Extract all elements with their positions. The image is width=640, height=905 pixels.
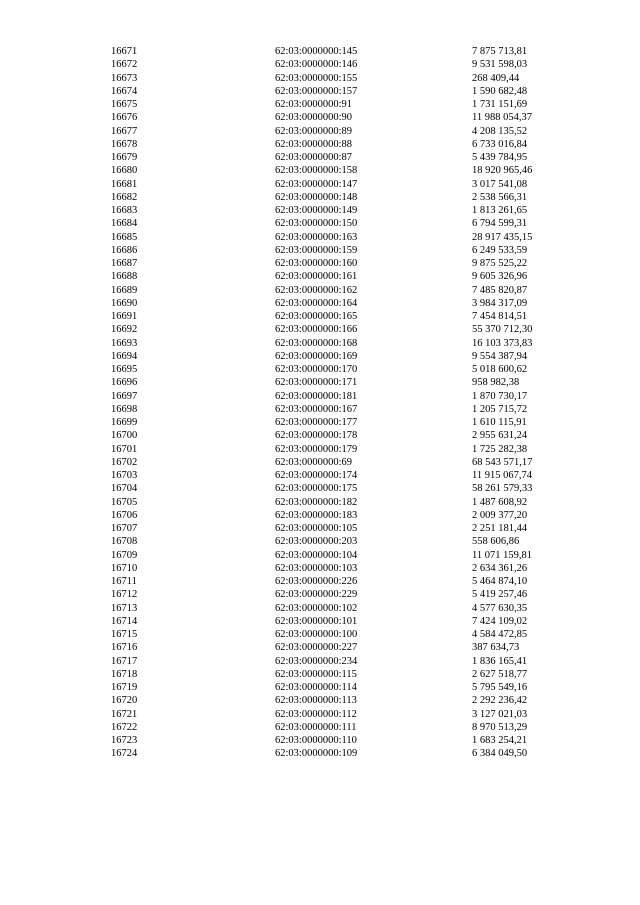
cadastral-value: 9 605 326,96 [472, 271, 528, 283]
table-row [0, 721, 640, 734]
table-row [0, 549, 640, 562]
cadastral-value: 7 875 713,81 [472, 46, 528, 57]
table-row [0, 363, 640, 376]
cadastral-number: 62:03:0000000:147 [275, 178, 358, 190]
cadastral-value: 5 464 874,10 [472, 576, 528, 587]
row-number: 16705 [111, 496, 138, 508]
cadastral-number: 62:03:0000000:102 [275, 602, 358, 614]
cadastral-number: 62:03:0000000:164 [275, 297, 358, 309]
cadastral-number: 62:03:0000000:149 [275, 205, 358, 216]
row-number: 16695 [111, 364, 138, 375]
cadastral-number: 62:03:0000000:174 [275, 470, 358, 481]
table-row [0, 668, 640, 681]
cadastral-number: 62:03:0000000:112 [275, 708, 357, 720]
row-number: 16687 [111, 258, 138, 269]
table-row [0, 456, 640, 469]
table-row [0, 708, 640, 721]
cadastral-value: 28 917 435,15 [472, 231, 533, 243]
table-row [0, 628, 640, 641]
cadastral-number: 62:03:0000000:178 [275, 430, 358, 442]
table-row [0, 231, 640, 244]
row-number: 16698 [111, 403, 138, 415]
table-row [0, 403, 640, 416]
cadastral-value: 11 071 159,81 [472, 549, 532, 561]
cadastral-number: 62:03:0000000:109 [275, 748, 358, 760]
cadastral-number: 62:03:0000000:170 [275, 364, 358, 375]
row-number: 16693 [111, 337, 138, 349]
table-row [0, 178, 640, 191]
cadastral-value: 1 590 682,48 [472, 85, 528, 97]
cadastral-value: 1 870 730,17 [472, 390, 528, 402]
row-number: 16676 [111, 112, 138, 124]
table-row [0, 72, 640, 85]
cadastral-number: 62:03:0000000:104 [275, 549, 358, 561]
row-number: 16715 [111, 629, 138, 640]
cadastral-number: 62:03:0000000:165 [275, 311, 358, 322]
table-row [0, 602, 640, 615]
cadastral-value: 6 733 016,84 [472, 138, 528, 150]
row-number: 16719 [111, 682, 138, 693]
cadastral-number: 62:03:0000000:150 [275, 218, 358, 230]
cadastral-number: 62:03:0000000:111 [275, 721, 357, 733]
cadastral-value: 4 584 472,85 [472, 629, 528, 640]
table-row [0, 297, 640, 310]
cadastral-value: 6 384 049,50 [472, 748, 528, 760]
row-number: 16692 [111, 324, 138, 336]
table-row [0, 337, 640, 350]
cadastral-number: 62:03:0000000:166 [275, 324, 358, 336]
cadastral-number: 62:03:0000000:229 [275, 589, 358, 601]
cadastral-value: 5 018 600,62 [472, 364, 528, 375]
table-row [0, 85, 640, 98]
table-row [0, 390, 640, 403]
cadastral-value: 2 955 631,24 [472, 430, 528, 442]
row-number: 16716 [111, 642, 138, 654]
cadastral-value: 1 731 151,69 [472, 99, 528, 110]
cadastral-number: 62:03:0000000:183 [275, 509, 358, 521]
cadastral-value: 6 249 533,59 [472, 244, 528, 256]
table-row [0, 270, 640, 283]
cadastral-value: 3 127 021,03 [472, 708, 528, 720]
row-number: 16685 [111, 231, 138, 243]
table-row [0, 588, 640, 601]
table-row [0, 562, 640, 575]
cadastral-value: 4 208 135,52 [472, 125, 528, 137]
row-number: 16712 [111, 589, 138, 601]
row-number: 16711 [111, 576, 137, 587]
row-number: 16704 [111, 483, 138, 495]
cadastral-value: 4 577 630,35 [472, 602, 528, 614]
cadastral-number: 62:03:0000000:161 [275, 271, 358, 283]
row-number: 16674 [111, 85, 138, 97]
cadastral-number: 62:03:0000000:90 [275, 112, 353, 124]
cadastral-number: 62:03:0000000:179 [275, 443, 358, 455]
cadastral-number: 62:03:0000000:148 [275, 191, 358, 203]
row-number: 16682 [111, 191, 138, 203]
table-row [0, 350, 640, 363]
row-number: 16707 [111, 523, 138, 534]
cadastral-value: 58 261 579,33 [472, 483, 533, 495]
table-row [0, 615, 640, 628]
table-row [0, 641, 640, 654]
cadastral-value: 1 813 261,65 [472, 205, 528, 216]
cadastral-number: 62:03:0000000:160 [275, 258, 358, 269]
row-number: 16706 [111, 509, 138, 521]
cadastral-number: 62:03:0000000:69 [275, 456, 353, 468]
cadastral-number: 62:03:0000000:155 [275, 72, 358, 84]
table-row [0, 204, 640, 217]
table-row [0, 98, 640, 111]
row-number: 16679 [111, 152, 138, 163]
cadastral-value: 6 794 599,31 [472, 218, 528, 230]
table-row [0, 376, 640, 389]
row-number: 16683 [111, 205, 138, 216]
cadastral-value: 7 485 820,87 [472, 284, 528, 296]
row-number: 16675 [111, 99, 138, 110]
cadastral-number: 62:03:0000000:175 [275, 483, 358, 495]
cadastral-value: 1 725 282,38 [472, 443, 528, 455]
table-row [0, 310, 640, 323]
row-number: 16690 [111, 297, 138, 309]
cadastral-number: 62:03:0000000:113 [275, 695, 357, 707]
row-number: 16694 [111, 350, 138, 362]
cadastral-value: 18 920 965,46 [472, 165, 533, 177]
cadastral-value: 68 543 571,17 [472, 456, 533, 468]
cadastral-number: 62:03:0000000:182 [275, 496, 358, 508]
cadastral-number: 62:03:0000000:177 [275, 417, 358, 428]
row-number: 16702 [111, 456, 138, 468]
cadastral-number: 62:03:0000000:163 [275, 231, 358, 243]
row-number: 16681 [111, 178, 138, 190]
table-row [0, 496, 640, 509]
cadastral-value: 958 982,38 [472, 377, 520, 389]
cadastral-number: 62:03:0000000:167 [275, 403, 358, 415]
table-row [0, 469, 640, 482]
table-row [0, 323, 640, 336]
row-number: 16671 [111, 46, 138, 57]
cadastral-number: 62:03:0000000:115 [275, 668, 357, 680]
table-row [0, 681, 640, 694]
table-row [0, 164, 640, 177]
cadastral-number: 62:03:0000000:227 [275, 642, 358, 654]
table-row [0, 482, 640, 495]
cadastral-value: 2 634 361,26 [472, 562, 528, 574]
cadastral-value: 8 970 513,29 [472, 721, 528, 733]
row-number: 16696 [111, 377, 138, 389]
cadastral-value: 387 634,73 [472, 642, 520, 654]
cadastral-value: 5 795 549,16 [472, 682, 528, 693]
cadastral-value: 5 439 784,95 [472, 152, 528, 163]
cadastral-number: 62:03:0000000:114 [275, 682, 357, 693]
cadastral-value: 558 606,86 [472, 536, 520, 548]
cadastral-value: 9 554 387,94 [472, 350, 528, 362]
row-number: 16708 [111, 536, 138, 548]
cadastral-value: 16 103 373,83 [472, 337, 533, 349]
cadastral-number: 62:03:0000000:171 [275, 377, 358, 389]
table-row [0, 191, 640, 204]
row-number: 16699 [111, 417, 138, 428]
row-number: 16680 [111, 165, 138, 177]
row-number: 16673 [111, 72, 138, 84]
cadastral-value: 9 875 525,22 [472, 258, 528, 269]
row-number: 16724 [111, 748, 138, 760]
row-number: 16700 [111, 430, 138, 442]
cadastral-number: 62:03:0000000:103 [275, 562, 358, 574]
cadastral-number: 62:03:0000000:145 [275, 46, 358, 57]
table-row [0, 138, 640, 151]
row-number: 16720 [111, 695, 138, 707]
cadastral-value: 1 487 608,92 [472, 496, 528, 508]
row-number: 16722 [111, 721, 138, 733]
cadastral-value: 268 409,44 [472, 72, 520, 84]
cadastral-value: 1 610 115,91 [472, 417, 527, 428]
table-row [0, 111, 640, 124]
row-number: 16678 [111, 138, 138, 150]
table-row [0, 734, 640, 747]
cadastral-value: 2 251 181,44 [472, 523, 528, 534]
table-row [0, 257, 640, 270]
cadastral-value: 2 538 566,31 [472, 191, 528, 203]
cadastral-value: 7 424 109,02 [472, 615, 528, 627]
cadastral-number: 62:03:0000000:181 [275, 390, 358, 402]
cadastral-number: 62:03:0000000:168 [275, 337, 358, 349]
table-row [0, 416, 640, 429]
cadastral-number: 62:03:0000000:169 [275, 350, 358, 362]
cadastral-value: 9 531 598,03 [472, 59, 528, 71]
table-row [0, 45, 640, 58]
data-table [0, 45, 640, 761]
row-number: 16709 [111, 549, 138, 561]
cadastral-value: 11 915 067,74 [472, 470, 532, 481]
row-number: 16691 [111, 311, 138, 322]
cadastral-value: 55 370 712,30 [472, 324, 533, 336]
cadastral-number: 62:03:0000000:101 [275, 615, 358, 627]
table-row [0, 575, 640, 588]
row-number: 16697 [111, 390, 138, 402]
row-number: 16703 [111, 470, 138, 481]
cadastral-value: 7 454 814,51 [472, 311, 528, 322]
table-row [0, 58, 640, 71]
cadastral-value: 2 009 377,20 [472, 509, 528, 521]
cadastral-value: 2 292 236,42 [472, 695, 528, 707]
cadastral-value: 1 683 254,21 [472, 735, 528, 746]
cadastral-number: 62:03:0000000:105 [275, 523, 358, 534]
row-number: 16718 [111, 668, 138, 680]
table-row [0, 747, 640, 760]
cadastral-number: 62:03:0000000:158 [275, 165, 358, 177]
cadastral-number: 62:03:0000000:88 [275, 138, 353, 150]
row-number: 16689 [111, 284, 138, 296]
row-number: 16684 [111, 218, 138, 230]
row-number: 16701 [111, 443, 138, 455]
cadastral-number: 62:03:0000000:146 [275, 59, 358, 71]
row-number: 16723 [111, 735, 138, 746]
cadastral-number: 62:03:0000000:159 [275, 244, 358, 256]
row-number: 16688 [111, 271, 138, 283]
table-row [0, 217, 640, 230]
table-row [0, 244, 640, 257]
cadastral-value: 1 205 715,72 [472, 403, 528, 415]
row-number: 16686 [111, 244, 138, 256]
table-row [0, 522, 640, 535]
cadastral-number: 62:03:0000000:110 [275, 735, 357, 746]
cadastral-number: 62:03:0000000:157 [275, 85, 358, 97]
cadastral-number: 62:03:0000000:162 [275, 284, 358, 296]
row-number: 16710 [111, 562, 138, 574]
cadastral-value: 1 836 165,41 [472, 655, 528, 667]
row-number: 16714 [111, 615, 138, 627]
cadastral-number: 62:03:0000000:100 [275, 629, 358, 640]
table-row [0, 509, 640, 522]
cadastral-number: 62:03:0000000:89 [275, 125, 353, 137]
cadastral-value: 3 984 317,09 [472, 297, 528, 309]
table-row [0, 429, 640, 442]
cadastral-number: 62:03:0000000:91 [275, 99, 353, 110]
row-number: 16677 [111, 125, 138, 137]
cadastral-value: 5 419 257,46 [472, 589, 528, 601]
row-number: 16672 [111, 59, 138, 71]
cadastral-value: 2 627 518,77 [472, 668, 528, 680]
table-row [0, 535, 640, 548]
cadastral-number: 62:03:0000000:226 [275, 576, 358, 587]
row-number: 16721 [111, 708, 138, 720]
table-row [0, 443, 640, 456]
table-row [0, 694, 640, 707]
table-row [0, 151, 640, 164]
cadastral-number: 62:03:0000000:203 [275, 536, 358, 548]
table-row [0, 125, 640, 138]
cadastral-value: 3 017 541,08 [472, 178, 528, 190]
table-row [0, 284, 640, 297]
table-row [0, 655, 640, 668]
cadastral-number: 62:03:0000000:234 [275, 655, 358, 667]
row-number: 16713 [111, 602, 138, 614]
row-number: 16717 [111, 655, 138, 667]
cadastral-value: 11 988 054,37 [472, 112, 532, 124]
cadastral-number: 62:03:0000000:87 [275, 152, 353, 163]
